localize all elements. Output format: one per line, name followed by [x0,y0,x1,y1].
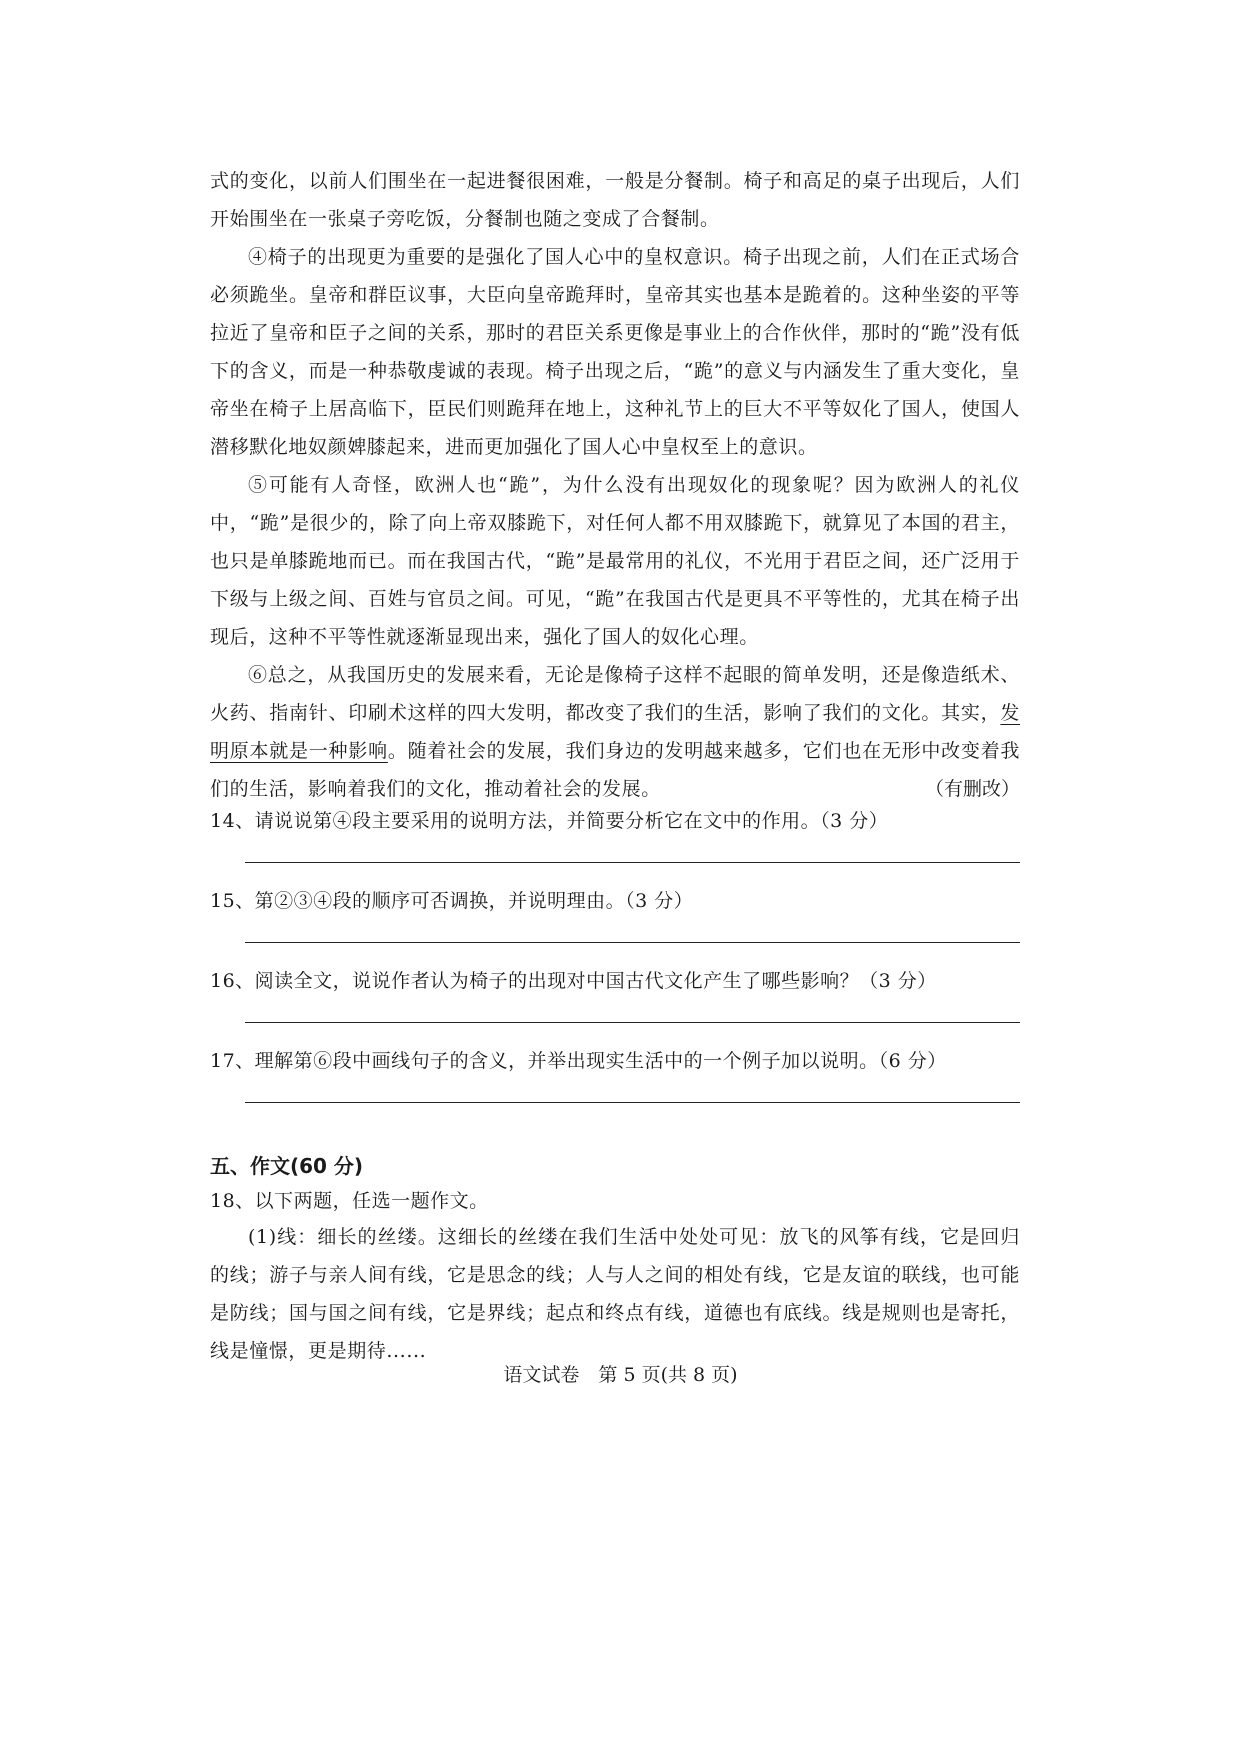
page-footer: 语文试卷 第 5 页(共 8 页) [503,1364,738,1386]
question-14: 14、请说说第④段主要采用的说明方法，并简要分析它在文中的作用。（3 分） [210,810,889,832]
source-note: （有删改） [924,778,1020,800]
paragraph-5: ⑤可能有人奇怪，欧洲人也“跪”，为什么没有出现奴化的现象呢？因为欧洲人的礼仪中，“跪”是很少的，除了向上帝双膝跪下，对任何人都不用双膝跪下，就算见了本国的君主，也只是单膝跪地而已。而在我国古代，“跪”是最常用的礼仪，不光用于君臣之间，还广泛用于下级与上级之间、百姓与官员之间。可见，“跪”在我国古代是更具不平等性的，尤其在椅子出现后，这种不平等性就逐渐显现出来，强化了国人的奴化心理。 [210,474,1020,648]
question-16: 16、阅读全文，说说作者认为椅子的出现对中国古代文化产生了哪些影响？（3 分） [210,970,937,992]
paragraph-6-part-b: 。随着社会的发展，我们身边的发明越来越多，它们也在无形中改变着我们的生活，影响着我们的文化，推动着社会的发展。 [210,740,1020,800]
answer-line-14[interactable] [245,862,1020,863]
paragraph-4: ④椅子的出现更为重要的是强化了国人心中的皇权意识。椅子出现之前，人们在正式场合必须跪坐。皇帝和群臣议事，大臣向皇帝跪拜时，皇帝其实也基本是跪着的。这种坐姿的平等拉近了皇帝和臣子之间的关系，那时的君臣关系更像是事业上的合作伙伴，那时的“跪”没有低下的含义，而是一种恭敬虔诚的表现。椅子出现之后，“跪”的意义与内涵发生了重大变化，皇帝坐在椅子上居高临下，臣民们则跪拜在地上，这种礼节上的巨大不平等奴化了国人，使国人潜移默化地奴颜婢膝起来，进而更加强化了国人心中皇权至上的意识。 [210,246,1020,458]
essay-topic-1: (1)线：细长的丝缕。这细长的丝缕在我们生活中处处可见：放飞的风筝有线，它是回归的线；游子与亲人间有线，它是思念的线；人与人之间的相处有线，它是友谊的联线，也可能是防线；国与国之间有线，它是界线；起点和终点有线，道德也有底线。线是规则也是寄托，线是憧憬，更是期待...... [210,1226,1020,1362]
paragraph-continued: 式的变化，以前人们围坐在一起进餐很困难，一般是分餐制。椅子和高足的桌子出现后，人们开始围坐在一张桌子旁吃饭，分餐制也随之变成了合餐制。 [210,170,1020,230]
underlined-sentence: 发明原本就是一种影响 [210,702,1020,762]
question-15: 15、第②③④段的顺序可否调换，并说明理由。（3 分） [210,890,694,912]
paragraph-6 [210,656,1020,808]
answer-line-15[interactable] [245,942,1020,943]
answer-line-17[interactable] [245,1102,1020,1103]
question-18: 18、以下两题，任选一题作文。 [210,1190,489,1212]
paragraph-6-part-a: ⑥总之，从我国历史的发展来看，无论是像椅子这样不起眼的简单发明，还是像造纸术、火药、指南针、印刷术这样的四大发明，都改变了我们的生活，影响了我们的文化。其实， [210,664,1020,724]
question-17: 17、理解第⑥段中画线句子的含义，并举出现实生活中的一个例子加以说明。（6 分） [210,1050,947,1072]
answer-line-16[interactable] [245,1022,1020,1023]
section-heading-essay: 五、作文(60 分) [210,1154,364,1178]
